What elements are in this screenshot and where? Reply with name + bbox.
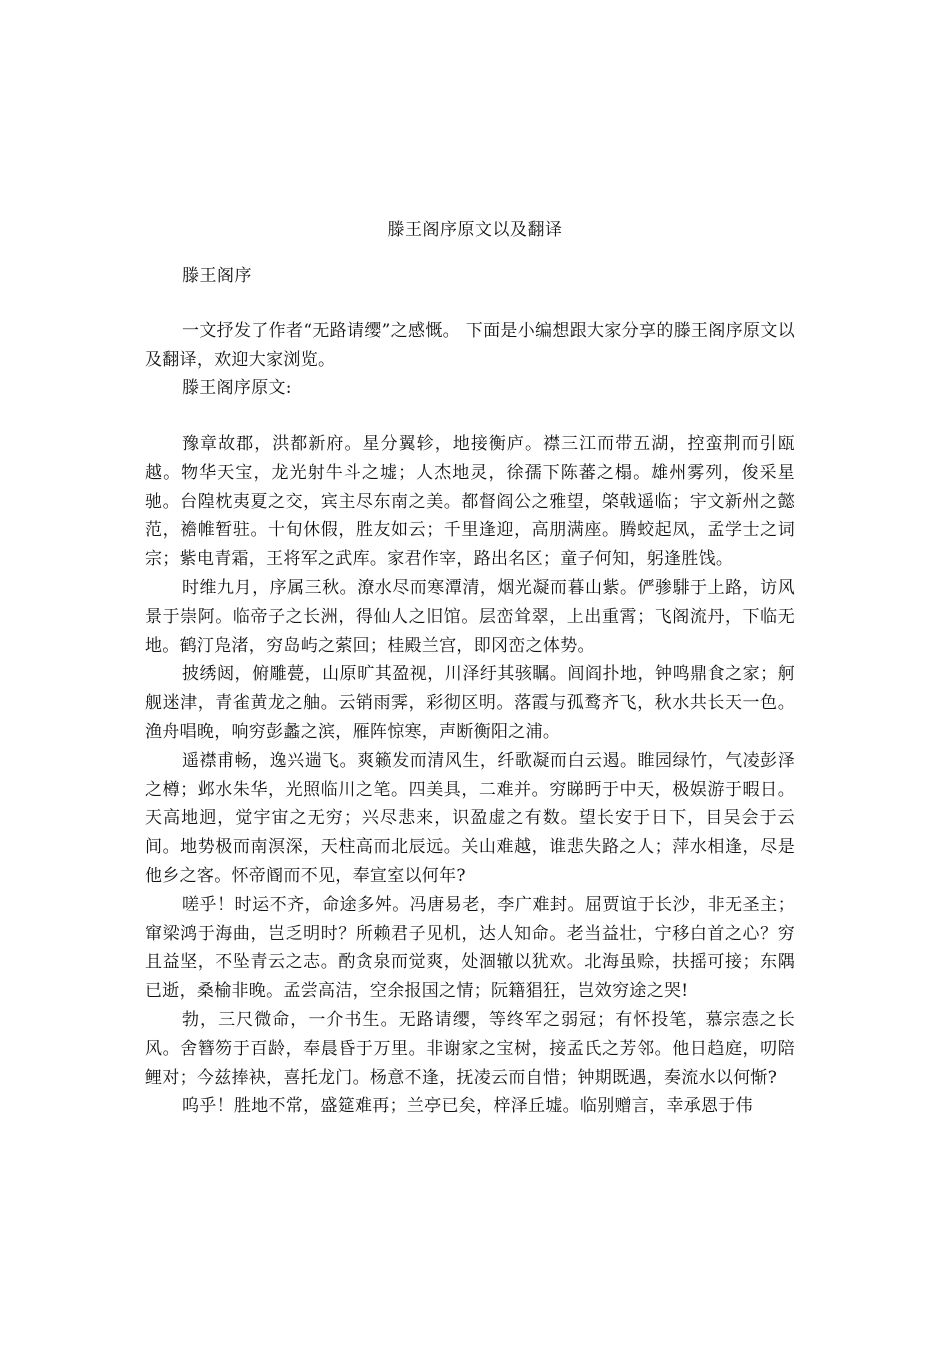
body-paragraph-5: 嗟乎！时运不齐，命途多舛。冯唐易老，李广难封。屈贾谊于长沙，非无圣主；窜梁鸿于海曲，岂乏明时？所赖君子见机，达人知命。老当益壮，宁移白首之心？穷且益坚，不坠青云之志。酌贪泉而觉爽，处涸辙以犹欢。北海虽赊，扶摇可接；东隅已逝，桑榆非晚。孟尝高洁，空余报国之情；阮籍猖狂，岂效穷途之哭! (145, 894, 795, 1002)
body-paragraph-1: 豫章故郡，洪都新府。星分翼轸，地接衡庐。襟三江而带五湖，控蛮荆而引瓯越。物华天宝，龙光射牛斗之墟；人杰地灵，徐孺下陈蕃之榻。雄州雾列，俊采星驰。台隍枕夷夏之交，宾主尽东南之美。都督阎公之雅望，棨戟遥临；宇文新州之懿范，襜帷暂驻。十旬休假，胜友如云；千里逢迎，高朋满座。腾蛟起凤，孟学士之词宗；紫电青霜，王将军之武库。家君作宰，路出名区；童子何知，躬逢胜饯。 (145, 434, 795, 570)
original-text-body (145, 430, 795, 1121)
body-paragraph-2: 时维九月，序属三秋。潦水尽而寒潭清，烟光凝而暮山紫。俨骖騑于上路，访风景于崇阿。临帝子之长洲，得仙人之旧馆。层峦耸翠，上出重霄；飞阁流丹，下临无地。鹤汀凫渚，穷岛屿之萦回；桂殿兰宫，即冈峦之体势。 (145, 577, 795, 656)
intro-section (145, 317, 795, 403)
body-paragraph-3: 披绣闼，俯雕甍，山原旷其盈视，川泽纡其骇瞩。闾阎扑地，钟鸣鼎食之家；舸舰迷津，青雀黄龙之舳。云销雨霁，彩彻区明。落霞与孤鹜齐飞，秋水共长天一色。渔舟唱晚，响穷彭蠡之滨，雁阵惊寒，声断衡阳之浦。 (145, 664, 795, 742)
body-paragraph-6: 勃，三尺微命，一介书生。无路请缨，等终军之弱冠；有怀投笔，慕宗悫之长风。舍簪笏于百龄，奉晨昏于万里。非谢家之宝树，接孟氏之芳邻。他日趋庭，叨陪鲤对；今兹捧袂，喜托龙门。杨意不逢，抚凌云而自惜；钟期既遇，奏流水以何惭? (145, 1009, 795, 1088)
intro-paragraph: 一文抒发了作者“无路请缨”之感慨。 下面是小编想跟大家分享的滕王阁序原文以及翻译，欢迎大家浏览。 (145, 321, 795, 370)
document-subtitle: 滕王阁序 (182, 266, 252, 286)
body-paragraph-4: 遥襟甫畅，逸兴遄飞。爽籁发而清风生，纤歌凝而白云遏。睢园绿竹，气凌彭泽之樽；邺水朱华，光照临川之笔。四美具，二难并。穷睇眄于中天，极娱游于暇日。天高地迥，觉宇宙之无穷；兴尽悲来，识盈虚之有数。望长安于日下，目吴会于云间。地势极而南溟深，天柱高而北辰远。关山难越，谁悲失路之人；萍水相逢，尽是他乡之客。怀帝阍而不见，奉宣室以何年? (145, 750, 795, 886)
original-text-label: 滕王阁序原文: (182, 378, 292, 398)
document-title: 滕王阁序原文以及翻译 (387, 220, 563, 240)
body-paragraph-7: 呜乎！胜地不常，盛筵难再；兰亭已矣，梓泽丘墟。临别赠言，幸承恩于伟 (182, 1096, 753, 1117)
